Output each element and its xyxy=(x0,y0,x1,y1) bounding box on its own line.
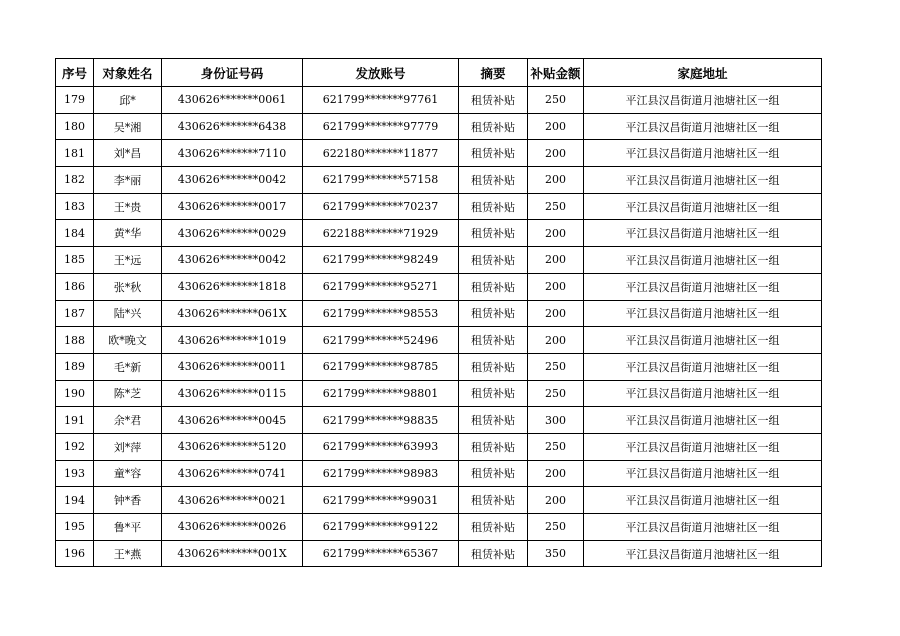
cell-recipient-name: 李*丽 xyxy=(94,167,162,194)
cell-summary: 租赁补贴 xyxy=(459,460,528,487)
cell-home-address: 平江县汉昌街道月池塘社区一组 xyxy=(584,193,822,220)
table-row xyxy=(56,300,822,327)
cell-recipient-name: 黄*华 xyxy=(94,220,162,247)
cell-id-number: 430626*******5120 xyxy=(162,433,303,460)
cell-summary: 租赁补贴 xyxy=(459,247,528,274)
header-home-address: 家庭地址 xyxy=(584,59,822,87)
cell-summary: 租赁补贴 xyxy=(459,167,528,194)
cell-payment-account: 621799*******98553 xyxy=(303,300,459,327)
cell-recipient-name: 王*燕 xyxy=(94,540,162,567)
cell-summary: 租赁补贴 xyxy=(459,220,528,247)
table-row xyxy=(56,247,822,274)
cell-serial-number: 187 xyxy=(56,300,94,327)
table-row xyxy=(56,140,822,167)
table-row xyxy=(56,167,822,194)
cell-serial-number: 183 xyxy=(56,193,94,220)
table-body xyxy=(56,87,822,567)
cell-subsidy-amount: 200 xyxy=(528,220,584,247)
cell-summary: 租赁补贴 xyxy=(459,327,528,354)
table-row xyxy=(56,353,822,380)
cell-home-address: 平江县汉昌街道月池塘社区一组 xyxy=(584,113,822,140)
cell-id-number: 430626*******0029 xyxy=(162,220,303,247)
cell-serial-number: 195 xyxy=(56,514,94,541)
cell-subsidy-amount: 350 xyxy=(528,540,584,567)
cell-payment-account: 621799*******97761 xyxy=(303,87,459,114)
cell-subsidy-amount: 250 xyxy=(528,514,584,541)
cell-summary: 租赁补贴 xyxy=(459,353,528,380)
cell-summary: 租赁补贴 xyxy=(459,87,528,114)
header-recipient-name: 对象姓名 xyxy=(94,59,162,87)
cell-serial-number: 182 xyxy=(56,167,94,194)
cell-home-address: 平江县汉昌街道月池塘社区一组 xyxy=(584,327,822,354)
cell-home-address: 平江县汉昌街道月池塘社区一组 xyxy=(584,273,822,300)
cell-subsidy-amount: 200 xyxy=(528,327,584,354)
cell-id-number: 430626*******0115 xyxy=(162,380,303,407)
cell-recipient-name: 张*秋 xyxy=(94,273,162,300)
cell-serial-number: 180 xyxy=(56,113,94,140)
cell-payment-account: 621799*******95271 xyxy=(303,273,459,300)
cell-summary: 租赁补贴 xyxy=(459,514,528,541)
cell-recipient-name: 鲁*平 xyxy=(94,514,162,541)
cell-id-number: 430626*******0061 xyxy=(162,87,303,114)
table-row xyxy=(56,460,822,487)
cell-payment-account: 621799*******99122 xyxy=(303,514,459,541)
table-row xyxy=(56,487,822,514)
cell-recipient-name: 余*君 xyxy=(94,407,162,434)
cell-home-address: 平江县汉昌街道月池塘社区一组 xyxy=(584,300,822,327)
cell-id-number: 430626*******001X xyxy=(162,540,303,567)
cell-recipient-name: 刘*昌 xyxy=(94,140,162,167)
cell-payment-account: 621799*******52496 xyxy=(303,327,459,354)
cell-summary: 租赁补贴 xyxy=(459,300,528,327)
table-row xyxy=(56,87,822,114)
cell-payment-account: 621799*******98249 xyxy=(303,247,459,274)
cell-payment-account: 621799*******57158 xyxy=(303,167,459,194)
cell-subsidy-amount: 200 xyxy=(528,167,584,194)
cell-payment-account: 621799*******65367 xyxy=(303,540,459,567)
header-row xyxy=(56,59,822,87)
cell-serial-number: 196 xyxy=(56,540,94,567)
cell-payment-account: 621799*******63993 xyxy=(303,433,459,460)
cell-home-address: 平江县汉昌街道月池塘社区一组 xyxy=(584,247,822,274)
table-row xyxy=(56,193,822,220)
cell-summary: 租赁补贴 xyxy=(459,433,528,460)
cell-payment-account: 621799*******98983 xyxy=(303,460,459,487)
cell-serial-number: 191 xyxy=(56,407,94,434)
cell-home-address: 平江县汉昌街道月池塘社区一组 xyxy=(584,353,822,380)
subsidy-table xyxy=(55,58,822,567)
cell-subsidy-amount: 250 xyxy=(528,353,584,380)
cell-subsidy-amount: 200 xyxy=(528,140,584,167)
cell-subsidy-amount: 250 xyxy=(528,87,584,114)
cell-id-number: 430626*******0741 xyxy=(162,460,303,487)
cell-home-address: 平江县汉昌街道月池塘社区一组 xyxy=(584,220,822,247)
cell-payment-account: 622188*******71929 xyxy=(303,220,459,247)
cell-summary: 租赁补贴 xyxy=(459,193,528,220)
cell-serial-number: 181 xyxy=(56,140,94,167)
header-subsidy-amount: 补贴金额 xyxy=(528,59,584,87)
cell-id-number: 430626*******0021 xyxy=(162,487,303,514)
cell-serial-number: 185 xyxy=(56,247,94,274)
cell-subsidy-amount: 200 xyxy=(528,487,584,514)
cell-serial-number: 188 xyxy=(56,327,94,354)
table-row xyxy=(56,273,822,300)
cell-id-number: 430626*******0045 xyxy=(162,407,303,434)
cell-home-address: 平江县汉昌街道月池塘社区一组 xyxy=(584,487,822,514)
cell-serial-number: 192 xyxy=(56,433,94,460)
cell-id-number: 430626*******0042 xyxy=(162,167,303,194)
table-row xyxy=(56,113,822,140)
cell-subsidy-amount: 200 xyxy=(528,113,584,140)
cell-serial-number: 186 xyxy=(56,273,94,300)
cell-home-address: 平江县汉昌街道月池塘社区一组 xyxy=(584,433,822,460)
cell-id-number: 430626*******1818 xyxy=(162,273,303,300)
cell-serial-number: 190 xyxy=(56,380,94,407)
cell-home-address: 平江县汉昌街道月池塘社区一组 xyxy=(584,460,822,487)
cell-id-number: 430626*******7110 xyxy=(162,140,303,167)
cell-recipient-name: 刘*萍 xyxy=(94,433,162,460)
cell-recipient-name: 陆*兴 xyxy=(94,300,162,327)
cell-recipient-name: 欧*晚文 xyxy=(94,327,162,354)
cell-summary: 租赁补贴 xyxy=(459,407,528,434)
cell-payment-account: 621799*******70237 xyxy=(303,193,459,220)
table-row xyxy=(56,514,822,541)
cell-serial-number: 179 xyxy=(56,87,94,114)
cell-recipient-name: 邱* xyxy=(94,87,162,114)
cell-recipient-name: 钟*香 xyxy=(94,487,162,514)
table-row xyxy=(56,433,822,460)
cell-payment-account: 621799*******97779 xyxy=(303,113,459,140)
table-row xyxy=(56,220,822,247)
cell-id-number: 430626*******1019 xyxy=(162,327,303,354)
table-row xyxy=(56,327,822,354)
cell-payment-account: 621799*******99031 xyxy=(303,487,459,514)
cell-home-address: 平江县汉昌街道月池塘社区一组 xyxy=(584,407,822,434)
table-row xyxy=(56,540,822,567)
cell-serial-number: 194 xyxy=(56,487,94,514)
cell-subsidy-amount: 250 xyxy=(528,380,584,407)
header-summary: 摘要 xyxy=(459,59,528,87)
table-row xyxy=(56,380,822,407)
table-row xyxy=(56,407,822,434)
cell-summary: 租赁补贴 xyxy=(459,273,528,300)
cell-payment-account: 622180*******11877 xyxy=(303,140,459,167)
cell-recipient-name: 吴*湘 xyxy=(94,113,162,140)
cell-home-address: 平江县汉昌街道月池塘社区一组 xyxy=(584,167,822,194)
cell-home-address: 平江县汉昌街道月池塘社区一组 xyxy=(584,514,822,541)
cell-subsidy-amount: 200 xyxy=(528,300,584,327)
cell-id-number: 430626*******061X xyxy=(162,300,303,327)
cell-id-number: 430626*******0017 xyxy=(162,193,303,220)
cell-id-number: 430626*******0011 xyxy=(162,353,303,380)
cell-recipient-name: 毛*新 xyxy=(94,353,162,380)
cell-subsidy-amount: 250 xyxy=(528,193,584,220)
cell-home-address: 平江县汉昌街道月池塘社区一组 xyxy=(584,380,822,407)
header-payment-account: 发放账号 xyxy=(303,59,459,87)
cell-payment-account: 621799*******98785 xyxy=(303,353,459,380)
cell-home-address: 平江县汉昌街道月池塘社区一组 xyxy=(584,140,822,167)
cell-recipient-name: 陈*芝 xyxy=(94,380,162,407)
cell-id-number: 430626*******0026 xyxy=(162,514,303,541)
header-id-number: 身份证号码 xyxy=(162,59,303,87)
cell-serial-number: 189 xyxy=(56,353,94,380)
cell-subsidy-amount: 250 xyxy=(528,433,584,460)
cell-summary: 租赁补贴 xyxy=(459,380,528,407)
cell-payment-account: 621799*******98835 xyxy=(303,407,459,434)
cell-summary: 租赁补贴 xyxy=(459,540,528,567)
cell-serial-number: 193 xyxy=(56,460,94,487)
cell-serial-number: 184 xyxy=(56,220,94,247)
cell-recipient-name: 王*贵 xyxy=(94,193,162,220)
cell-id-number: 430626*******0042 xyxy=(162,247,303,274)
cell-home-address: 平江县汉昌街道月池塘社区一组 xyxy=(584,540,822,567)
cell-subsidy-amount: 200 xyxy=(528,273,584,300)
cell-id-number: 430626*******6438 xyxy=(162,113,303,140)
cell-summary: 租赁补贴 xyxy=(459,487,528,514)
cell-subsidy-amount: 200 xyxy=(528,460,584,487)
cell-subsidy-amount: 200 xyxy=(528,247,584,274)
cell-home-address: 平江县汉昌街道月池塘社区一组 xyxy=(584,87,822,114)
cell-summary: 租赁补贴 xyxy=(459,113,528,140)
cell-recipient-name: 童*容 xyxy=(94,460,162,487)
cell-subsidy-amount: 300 xyxy=(528,407,584,434)
cell-payment-account: 621799*******98801 xyxy=(303,380,459,407)
cell-recipient-name: 王*远 xyxy=(94,247,162,274)
cell-summary: 租赁补贴 xyxy=(459,140,528,167)
header-serial-number: 序号 xyxy=(56,59,94,87)
